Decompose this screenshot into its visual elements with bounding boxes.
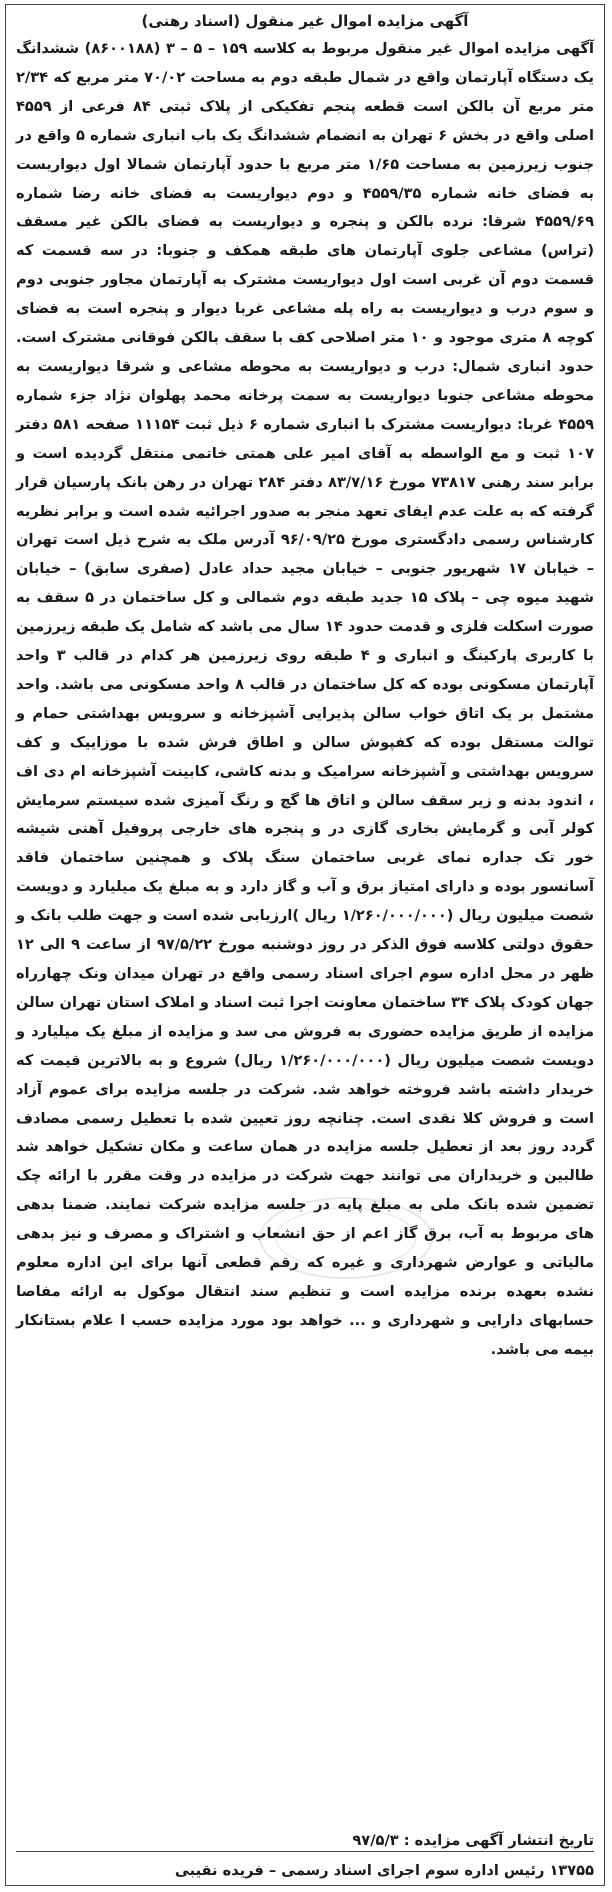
divider xyxy=(16,1851,594,1852)
notice-body: آگهی مزایده اموال غیر منقول مربوط به کلاسه ۱۵۹ – ۵ – ۳ (۸۶۰۰۱۸۸) ششدانگ یک دستگاه آپارتمان واقع در شمال طبقه دوم به مساحت ۷۰/۰۲ متر مربع که ۲/۳۴ متر مربع آن بالکن است قطعه پنجم تفکیکی از پلاک ثبتی ۸۴ فرعی از ۴۵۵۹ اصلی واقع در بخش ۶ تهران به انضمام ششدانگ یک باب انباری شماره ۵ واقع در جنوب زیرزمین به مساحت ۱/۶۵ متر مربع با حدود آپارتمان شمالا اول دیواریست به فضای خانه شماره ۴۵۵۹/۳۵ و دوم دیواریست به فضای خانه رضا شماره ۴۵۵۹/۶۹ شرقا: نرده بالکن و پنجره و دیواریست به فضای بالکن غیر مسقف (تراس) مشاعی جلوی آپارتمان های طبقه همکف و جنوبا: در سه قسمت که قسمت دوم آن غربی است اول دیواریست مشترک به آپارتمان مجاور جنوبی دوم و سوم درب و دیواریست به راه پله مشاعی غربا دیوار و پنجره است به فضای کوچه ۸ متری موجود و ۱۰ متر اصلاحی کف با سقف بالکن فوقانی مشترک است. حدود انباری شمال: درب و دیواریست به محوطه مشاعی و شرقا دیواریست به محوطه مشاعی جنوبا دیواریست به سمت پرخانه محمد پهلوان نژاد جزء شماره ۴۵۵۹ غربا: دیواریست مشترک با انباری شماره ۶ ذیل ثبت ۱۱۱۵۴ صفحه ۵۸۱ دفتر ۱۰۷ ثبت و مع الواسطه به آقای امیر علی همتی خاتمی منتقل گردیده است و برابر سند رهنی ۷۳۸۱۷ مورخ ۸۳/۷/۱۶ دفتر ۲۸۴ تهران در رهن بانک پارسیان قرار گرفته که به علت عدم ایفای تعهد منجر به صدور اجرائیه شده است و برابر نظریه کارشناس رسمی دادگستری مورخ ۹۶/۰۹/۲۵ آدرس ملک به شرح ذیل است تهران – خیابان ۱۷ شهریور جنوبی – خیابان مجید حداد عادل (صفری سابق) – خیابان شهید میوه چی – پلاک ۱۵ جدید طبقه دوم شمالی و کل ساختمان در ۵ سقف به صورت اسکلت فلزی و قدمت حدود ۱۴ سال می باشد که شامل یک طبقه زیرزمین با کاربری پارکینگ و انباری و ۴ طبقه روی زیرزمین هر کدام در قالب ۳ واحد آپارتمان مسکونی بوده که کل ساختمان در قالب ۸ واحد مسکونی می باشد. واحد مشتمل بر یک اتاق خواب سالن پذیرایی آشپزخانه و سرویس بهداشتی حمام و توالت مستقل بوده که کفپوش سالن و اطاق فرش شده با موزاییک و کف سرویس بهداشتی و آشپزخانه سرامیک و بدنه کاشی، کابینت آشپزخانه ام دی اف ، اندود بدنه و زیر سقف سالن و اتاق ها گچ و رنگ آمیزی شده سیستم سرمایش کولر آبی و گرمایش بخاری گازی در و پنجره های خارجی پروفیل آهنی شیشه خور تک جداره نمای غربی ساختمان سنگ پلاک و همچنین ساختمان فاقد آسانسور بوده و دارای امتیاز برق و آب و گاز دارد و به مبلغ یک میلیارد و دویست شصت میلیون ریال (۱/۲۶۰/۰۰۰/۰۰۰ ریال )ارزیابی شده است و جهت طلب بانک و حقوق دولتی کلاسه فوق الذکر در روز دوشنبه مورخ ۹۷/۵/۲۲ از ساعت ۹ الی ۱۲ ظهر در محل اداره سوم اجرای اسناد رسمی واقع در تهران میدان ونک چهارراه جهان کودک پلاک ۳۴ ساختمان معاونت اجرا ثبت اسناد و املاک استان تهران سالن مزایده از طریق مزایده حضوری به فروش می سد و مزایده از مبلغ یک میلیارد و دویست شصت میلیون ریال (۱/۲۶۰/۰۰۰/۰۰۰ ریال) شروع و به بالاترین قیمت که خریدار داشته باشد فروخته خواهد شد. شرکت در جلسه مزایده برای عموم آزاد است و فروش کلا نقدی است. چنانچه روز تعیین شده با تعطیل رسمی مصادف گردد روز بعد از تعطیل جلسه مزایده در همان ساعت و مکان تشکیل خواهد شد طالبین و خریداران می توانند جهت شرکت در مزایده در وقت مقرر با ارائه چک تضمین شده بانک ملی به مبلغ پایه در جلسه مزایده شرکت نمایند. ضمنا بدهی های مربوط به آب، برق گاز اعم از حق انشعاب و اشتراک و مصرف و نیز بدهی مالیاتی و عوارض شهرداری و غیره که رقم قطعی آنها برای این اداره معلوم نشده بعهده برنده مزایده است و تنظیم سند انتقال موکول به ارائه مفاصا حسابهای دارایی و شهرداری و ... خواهد بود مورد مزایده حسب ا علام بستانکار بیمه می باشد. xyxy=(16,40,595,1358)
publication-date: تاریخ انتشار آگهی مزایده : ۹۷/۵/۳ xyxy=(352,1832,594,1849)
notice-title: آگهی مزایده اموال غیر منقول (اسناد رهنی) xyxy=(141,12,469,30)
auction-notice xyxy=(5,4,605,1886)
signature: ۱۳۷۵۵ رئیس اداره سوم اجرای اسناد رسمی – فریده نقیبی xyxy=(174,1862,594,1879)
